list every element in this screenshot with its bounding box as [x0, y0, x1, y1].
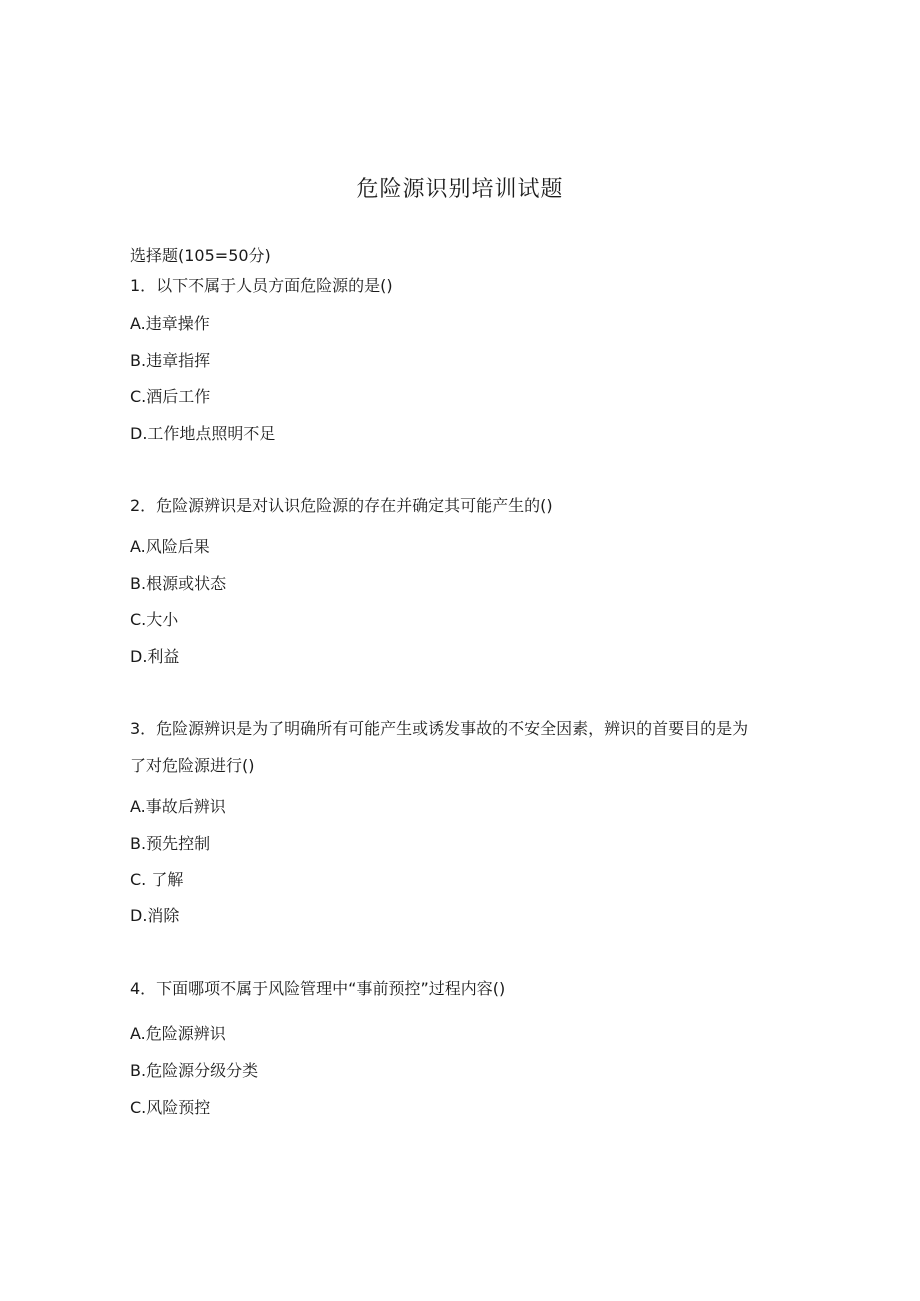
question-1-text: 1．以下不属于人员方面危险源的是() — [130, 276, 393, 295]
question-2-option-a: A.风险后果 — [130, 537, 210, 556]
question-2-text: 2．危险源辨识是对认识危险源的存在并确定其可能产生的() — [130, 496, 553, 515]
question-1-option-b: B.违章指挥 — [130, 351, 211, 370]
question-3-option-c: C. 了解 — [130, 870, 184, 889]
question-2-option-b: B.根源或状态 — [130, 574, 227, 593]
question-3-text-line-1: 3．危险源辨识是为了明确所有可能产生或诱发事故的不安全因素，辨识的首要目的是为 — [130, 719, 749, 738]
question-1-option-d: D.工作地点照明不足 — [130, 424, 276, 443]
document-title: 危险源识别培训试题 — [356, 177, 564, 202]
question-4-option-a: A.危险源辨识 — [130, 1024, 226, 1043]
section-header: 选择题(105=50分) — [130, 246, 271, 265]
question-3-option-a: A.事故后辨识 — [130, 797, 226, 816]
question-2-option-c: C.大小 — [130, 610, 179, 629]
question-4-option-b: B.危险源分级分类 — [130, 1061, 259, 1080]
question-1-option-a: A.违章操作 — [130, 314, 210, 333]
question-4-text: 4．下面哪项不属于风险管理中“事前预控”过程内容() — [130, 979, 506, 998]
question-3-text-line-2: 了对危险源进行() — [130, 756, 255, 775]
question-3-option-d: D.消除 — [130, 906, 180, 925]
question-2-option-d: D.利益 — [130, 647, 180, 666]
question-3-option-b: B.预先控制 — [130, 834, 211, 853]
question-4-option-c: C.风险预控 — [130, 1098, 211, 1117]
question-1-option-c: C.酒后工作 — [130, 387, 211, 406]
